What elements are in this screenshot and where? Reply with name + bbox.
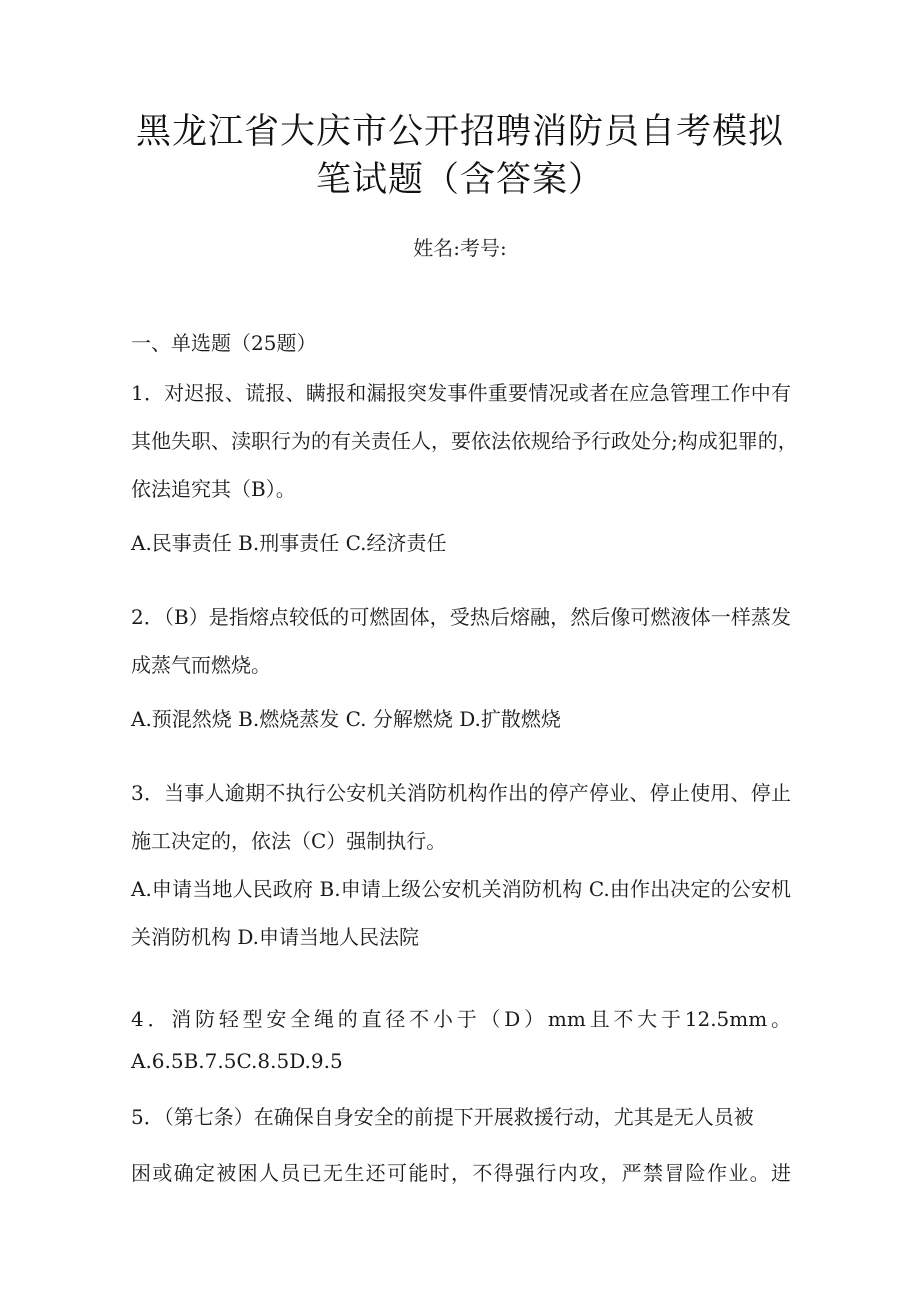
document-title-line-2: 笔试题（含答案） xyxy=(315,160,604,200)
question-4-options: A.6.5B.7.5C.8.5D.9.5 xyxy=(131,1049,343,1073)
question-2-line-2: 成蒸气而燃烧。 xyxy=(131,653,271,677)
candidate-info: 姓名:考号: xyxy=(413,236,507,260)
question-1-line-2: 其他失职、渎职行为的有关责任人，要依法依规给予行政处分;构成犯罪的， xyxy=(131,429,798,453)
document-title-line-1: 黑龙江省大庆市公开招聘消防员自考模拟 xyxy=(135,112,784,152)
question-3-options-line-2: 关消防机构 D.申请当地人民法院 xyxy=(131,925,420,949)
question-3-line-1: 3．当事人逾期不执行公安机关消防机构作出的停产停业、停止使用、停止 xyxy=(131,781,791,805)
question-1-line-1: 1．对迟报、谎报、瞒报和漏报突发事件重要情况或者在应急管理工作中有 xyxy=(131,381,791,405)
question-3-options-line-1: A.申请当地人民政府 B.申请上级公安机关消防机构 C.由作出决定的公安机 xyxy=(131,877,791,901)
question-4-line-1: 4．消防轻型安全绳的直径不小于（D）mm且不大于12.5mm。 xyxy=(131,1007,791,1031)
question-2-options: A.预混然烧 B.燃烧蒸发 C. 分解燃烧 D.扩散燃烧 xyxy=(131,707,561,731)
question-2-line-1: 2．（B）是指熔点较低的可燃固体，受热后熔融，然后像可燃液体一样蒸发 xyxy=(131,605,791,629)
question-1-line-3: 依法追究其（B）。 xyxy=(131,477,296,501)
question-1-options: A.民事责任 B.刑事责任 C.经济责任 xyxy=(131,531,447,555)
question-5-line-1: 5．（第七条）在确保自身安全的前提下开展救援行动，尤其是无人员被 xyxy=(131,1105,754,1129)
question-3-line-2: 施工决定的，依法（C）强制执行。 xyxy=(131,829,447,853)
section-heading: 一、单选题（25题） xyxy=(131,331,317,355)
question-5-line-2: 困或确定被困人员已无生还可能时，不得强行内攻，严禁冒险作业。进 xyxy=(131,1161,791,1185)
